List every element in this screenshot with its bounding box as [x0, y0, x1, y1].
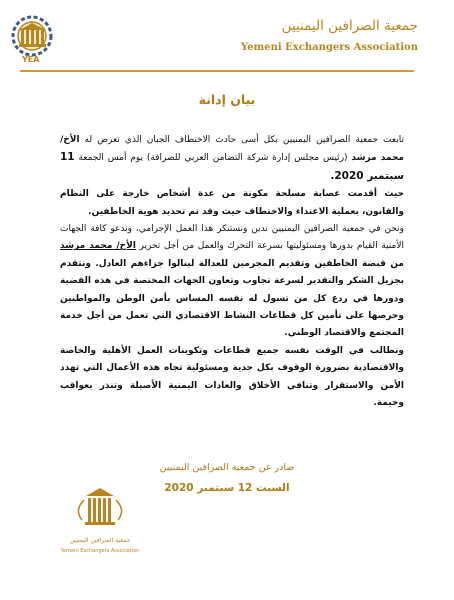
svg-text:YEA: YEA [22, 55, 40, 64]
person-name-underlined: الأخ/ محمد مرشد [60, 241, 136, 252]
svg-text:جمعية الصرافين اليمنيين: جمعية الصرافين اليمنيين [69, 537, 131, 544]
issued-by-line: صادر عن جمعية الصرافين اليمنيين [159, 462, 295, 473]
paragraph-3: ونحن في جمعية الصرافين اليمنيين ندين ونستنكر هذا العمل الإجرامي، وندعو كافة الجهات الأمنية القيام بدورها ومسئوليتها بسرعة التحرك والعمل من أجل تحرير الأخ/ محمد مرشد من قبضة الخاطفين وتقديم المجرمين للعدالة لينالوا جزاءهم العادل. ونتقدم بجزيل الشكر والتقدير لسرعة تجاوب وتعاون الجهات المختصة في هذه القضية ودورها في ردع كل من تسول له نفسه المساس بأمن الوطن والمواطنين وحرصها على تأمين كل قطاعات النشاط الاقتصادي التي تعمل من أجل خدمة المجتمع والاقتصاد الوطني. [60, 224, 404, 339]
issued-date: السبت 12 سبتمبر 2020 [164, 482, 290, 494]
statement-title: بيان إدانة [198, 92, 256, 107]
header-divider [20, 70, 414, 72]
statement-body [60, 132, 404, 413]
association-logo-icon [8, 12, 66, 66]
person-name: الأخ/ محمد مرشد [60, 135, 405, 164]
org-name-english: Yemeni Exchangers Association [241, 42, 418, 53]
stamp-logo-icon [60, 486, 140, 560]
svg-text:Yemeni Exchangers Association: Yemeni Exchangers Association [60, 548, 140, 554]
incident-date: 11 سبتمبر 2020. [60, 151, 404, 182]
paragraph-1: تابعت جمعية الصرافين اليمنيين بكل أسى حادث الاختطاف الجبان الذي تعرض له الأخ/ محمد مرشد (رئيس مجلس إدارة شركة التضامن العربي للصرافة) يوم أمس الجمعة 11 سبتمبر 2020. [60, 135, 405, 182]
org-name-arabic: جمعية الصرافين اليمنيين [281, 18, 418, 34]
paragraph-4: ونطالب في الوقت نفسه جميع قطاعات وتكوينات العمل الأهلية والخاصة والاقتصادية بضرورة الوقوف بكل جدية ومسئولية تجاه هذه الأعمال التي تهدد الأمن والاستقرار وتنافي الأخلاق والعادات اليمنية الأصيلة وتنذر بعواقب وخيمة. [60, 345, 404, 409]
paragraph-2: حيث أقدمت عصابة مسلحة مكونة من عدة أشخاص خارجة على النظام والقانون، بعملية الاعتداء والاختطاف حيث وقد تم تحديد هوية الخاطفين. [60, 189, 404, 217]
letterhead [6, 10, 418, 66]
